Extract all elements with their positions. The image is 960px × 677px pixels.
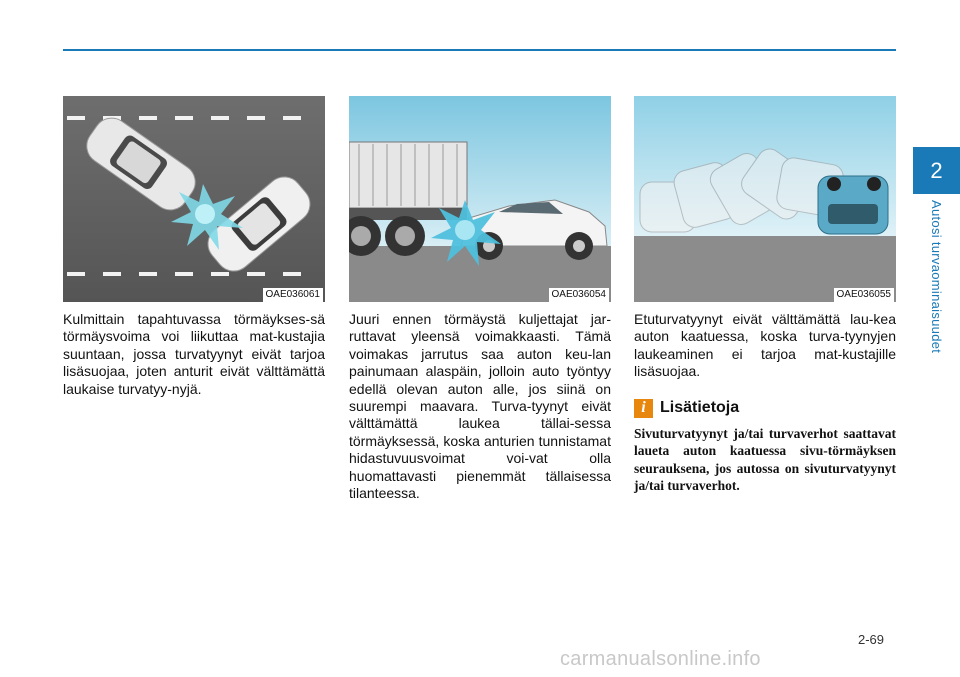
body-text-column-1: Kulmittain tapahtuvassa törmäykses-sä törmäysvoima voi liikuttaa mat-kustajia suuntaan, jossa turvatyynyt eivät tarjoa lisäsuojaa, joten anturit eivät välttämättä laukaise turvatyy-nyjä. <box>63 311 325 397</box>
figure-code: OAE036061 <box>263 288 324 302</box>
info-icon: i <box>634 399 653 418</box>
figure-code: OAE036054 <box>549 288 610 302</box>
figure-code: OAE036055 <box>834 288 895 302</box>
body-text-column-3: Etuturvatyynyt eivät välttämättä lau-kea auton kaatuessa, koska turva-tyynyjen laukeaminen ei tarjoa mat-kustajille lisäsuojaa. <box>634 311 896 380</box>
header-rule <box>63 49 896 51</box>
figure-rollover <box>634 96 896 302</box>
info-body: Sivuturvatyynyt ja/tai turvaverhot saattavat laueta auton kaatuessa sivu-törmäyksen seurauksena, jos autossa on sivuturvatyynyt ja/tai turvaverhot. <box>634 426 896 494</box>
info-title: Lisätietoja <box>660 399 740 416</box>
body-text-column-2: Juuri ennen törmäystä kuljettajat jar-ruttavat yleensä voimakkaasti. Tämä voimakas jarrutus saa auton keu-lan painumaan alaspäin, jolloin auto työntyy edellä olevan auton alle, jos siinä on suurempi maavara. Turva-tyynyt eivät välttämättä laukea tällai-sessa törmäyksessä, koska anturien tunnistamat hidastuvuusvoimat voi-vat olla huomattavasti pienemmät tällaisessa tilanteessa. <box>349 311 611 502</box>
info-heading <box>634 397 739 419</box>
chapter-number-tab[interactable]: 2 <box>913 147 960 194</box>
watermark: carmanualsonline.info <box>560 648 761 670</box>
figure-angle-collision <box>63 96 325 302</box>
figure-underride-collision <box>349 96 611 302</box>
car-rollover-illustration <box>634 96 896 302</box>
side-angle-collision-illustration <box>63 96 325 302</box>
chapter-title: Autosi turvaominaisuudet <box>929 200 944 354</box>
page-number: 2-69 <box>858 632 885 647</box>
truck-underride-collision-illustration <box>349 96 611 302</box>
